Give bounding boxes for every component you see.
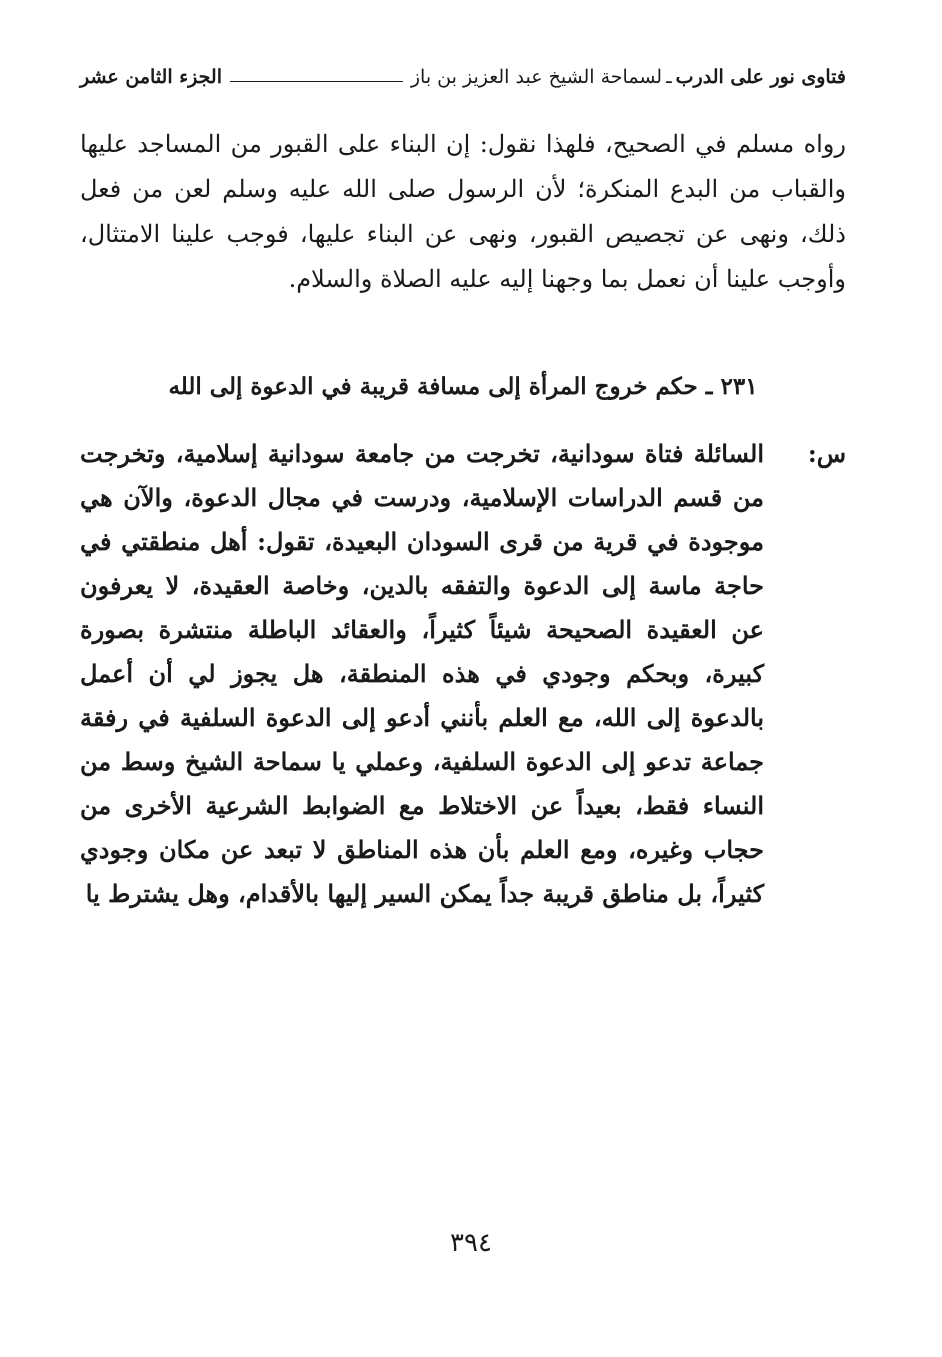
question-marker: س: [807,439,846,468]
page-number: ٣٩٤ [450,1228,492,1258]
header-book-title: فتاوى نور على الدرب [675,66,846,88]
header-author: لسماحة الشيخ عبد العزيز بن باز [410,66,663,88]
section-heading: ٢٣١ ـ حكم خروج المرأة إلى مسافة قريبة في الدعوة إلى الله [168,373,758,400]
header-volume: الجزء الثامن عشر [80,66,222,88]
header-rule [230,81,403,82]
running-header [80,62,846,92]
body-paragraph: رواه مسلم في الصحيح، فلهذا نقول: إن البناء على القبور من المساجد عليها والقباب من البدع المنكرة؛ لأن الرسول صلى الله عليه وسلم لعن من فعل ذلك، ونهى عن تجصيص القبور، ونهى عن البناء عليها، فوجب علينا الامتثال، وأوجب علينا أن نعمل بما وجهنا إليه عليه الصلاة والسلام. [80,130,846,293]
question-block [80,432,846,916]
question-text: السائلة فتاة سودانية، تخرجت من جامعة سودانية إسلامية، وتخرجت من قسم الدراسات الإسلامية، ودرست في مجال الدعوة، والآن هي موجودة في قرية من قرى السودان البعيدة، تقول: أهل منطقتي في حاجة ماسة إلى الدعوة والتفقه بالدين، وخاصة العقيدة، لا يعرفون عن العقيدة الصحيحة شيئاً كثيراً، والعقائد الباطلة منتشرة بصورة كبيرة، وبحكم وجودي في هذه المنطقة، هل يجوز لي أن أعمل بالدعوة إلى الله، مع العلم بأنني أدعو إلى الدعوة السلفية في رفقة جماعة تدعو إلى الدعوة السلفية، وعملي يا سماحة الشيخ وسط من النساء فقط، بعيداً عن الاختلاط مع الضوابط الشرعية الأخرى من حجاب وغيره، ومع العلم بأن هذه المناطق لا تبعد عن مكان وجودي كثيراً، بل مناطق قريبة جداً يمكن السير إليها بالأقدام، وهل يشترط يا [80,439,765,908]
header-separator: ـ [666,66,672,88]
